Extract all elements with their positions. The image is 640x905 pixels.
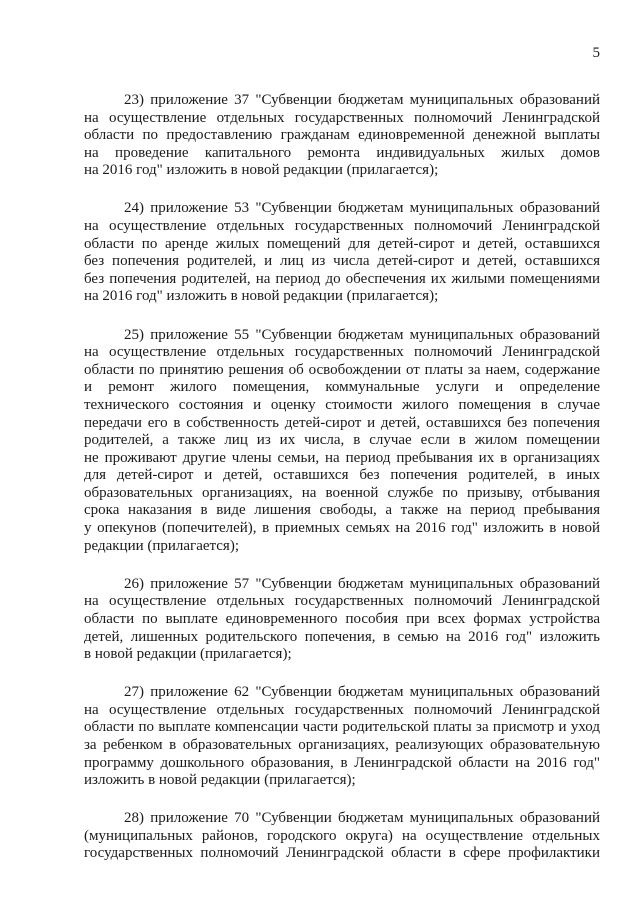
text-line: области по аренде жилых помещений для детей-сирот и детей, оставшихся: [84, 235, 600, 252]
text-line: детей, лишенных родительского попечения, в семью на 2016 год" изложить: [84, 628, 600, 645]
paragraph-item: [84, 684, 600, 790]
text-line: редакции (прилагается);: [84, 537, 239, 554]
text-line: в новой редакции (прилагается);: [84, 646, 292, 663]
text-line: 25) приложение 55 "Субвенции бюджетам муниципальных образований: [124, 326, 600, 343]
text-line: образовательных организациях, на военной службе по призыву, отбывания: [84, 484, 600, 501]
text-line: на осуществление отдельных государственных полномочий Ленинградской: [84, 593, 600, 610]
text-line: технического состояния и оценку стоимости жилого помещения в случае: [84, 396, 600, 413]
paragraph-item: [84, 200, 600, 306]
text-line: области по выплате компенсации части родительской платы за присмотр и уход: [84, 719, 600, 736]
text-line: 28) приложение 70 "Субвенции бюджетам муниципальных образований: [124, 810, 600, 827]
text-line: на проведение капитального ремонта индивидуальных жилых домов: [84, 144, 600, 161]
page-number: 5: [592, 45, 600, 61]
text-line: программу дошкольного образования, в Ленинградской области на 2016 год": [84, 754, 600, 771]
text-line: срока наказания в виде лишения свободы, а также на период пребывания: [84, 502, 600, 519]
text-line: без попечения родителей, и лиц из числа детей-сирот и детей, оставшихся: [84, 253, 600, 270]
text-line: без попечения родителей, на период до обеспечения их жилыми помещениями: [84, 270, 600, 287]
paragraph-item: [84, 810, 600, 863]
text-line: на 2016 год" изложить в новой редакции (прилагается);: [84, 288, 439, 305]
paragraph-item: [84, 576, 600, 664]
text-line: 23) приложение 37 "Субвенции бюджетам муниципальных образований: [124, 92, 600, 108]
text-line: не проживают другие члены семьи, на период пребывания их в организациях: [84, 449, 600, 466]
text-line: области по принятию решения об освобождении от платы за наем, содержание: [84, 361, 600, 378]
text-line: изложить в новой редакции (прилагается);: [84, 772, 356, 789]
text-line: (муниципальных районов, городского округа) на осуществление отдельных: [84, 827, 600, 844]
text-line: государственных полномочий Ленинградской области в сфере профилактики: [84, 845, 600, 862]
text-line: за ребенком в образовательных организациях, реализующих образовательную: [84, 737, 600, 753]
text-line: области по выплате единовременного пособия при всех формах устройства: [84, 610, 600, 627]
text-line: на осуществление отдельных государственных полномочий Ленинградской: [84, 701, 600, 718]
document-body: [84, 92, 600, 884]
text-line: 24) приложение 53 "Субвенции бюджетам муниципальных образований: [124, 200, 600, 217]
text-line: на осуществление отдельных государственных полномочий Ленинградской: [84, 344, 600, 361]
text-line: на 2016 год" изложить в новой редакции (прилагается);: [84, 162, 439, 179]
text-line: для детей-сирот и детей, оставшихся без попечения родителей, в иных: [84, 467, 600, 484]
text-line: родителей, а также лиц из их числа, в случае если в жилом помещении: [84, 432, 600, 449]
text-line: передачи его в собственность детей-сирот и детей, оставшихся без попечения: [84, 414, 600, 431]
paragraph-item: [84, 92, 600, 180]
text-line: у опекунов (попечителей), в приемных семьях на 2016 год" изложить в новой: [84, 520, 600, 537]
text-line: на осуществление отдельных государственных полномочий Ленинградской: [84, 109, 600, 126]
text-line: 27) приложение 62 "Субвенции бюджетам муниципальных образований: [124, 684, 600, 701]
text-line: области по предоставлению гражданам единовременной денежной выплаты: [84, 127, 600, 144]
text-line: и ремонт жилого помещения, коммунальные услуги и определение: [84, 379, 600, 396]
text-line: на осуществление отдельных государственных полномочий Ленинградской: [84, 218, 600, 235]
text-line: 26) приложение 57 "Субвенции бюджетам муниципальных образований: [124, 575, 600, 592]
paragraph-item: [84, 327, 600, 556]
